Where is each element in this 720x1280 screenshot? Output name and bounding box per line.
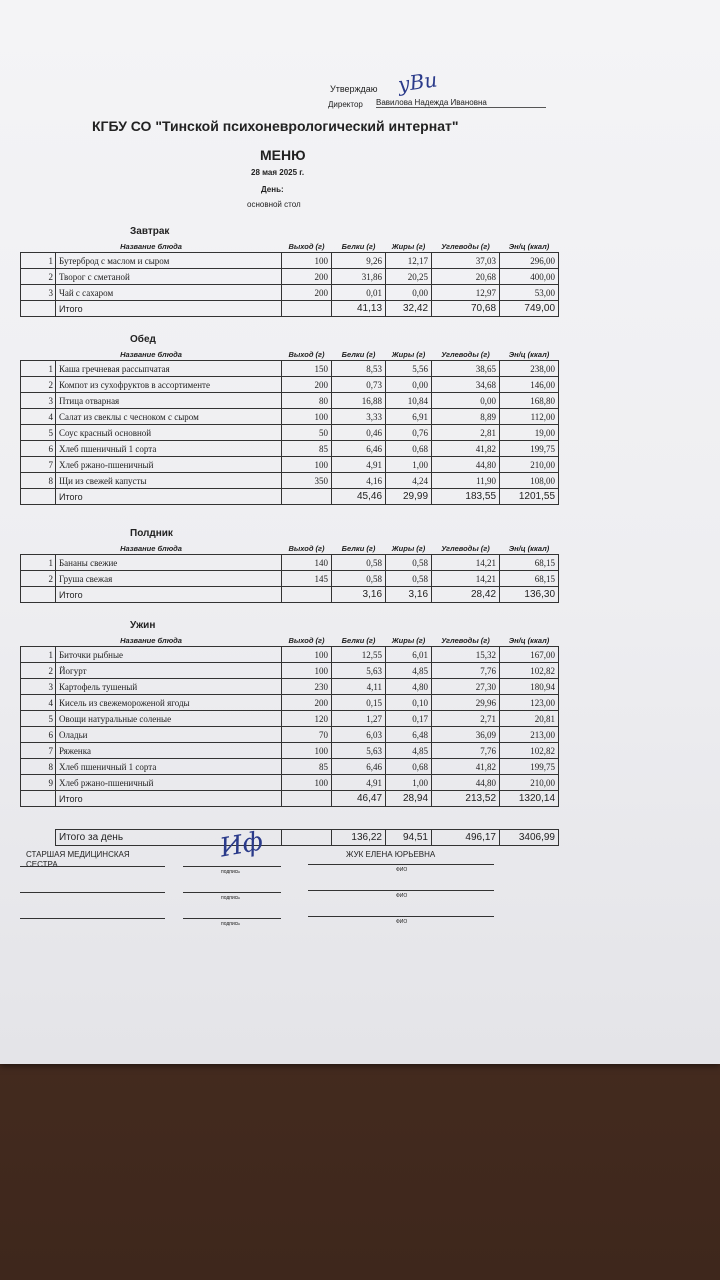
row-number: 3: [21, 679, 56, 695]
total-row: [21, 587, 559, 603]
total-energy: 1320,14: [500, 791, 559, 807]
dish-energy: 238,00: [500, 361, 559, 377]
total-row: [21, 301, 559, 317]
table-row: [21, 711, 559, 727]
dish-output: 85: [282, 759, 332, 775]
grand-total-out: [282, 830, 332, 846]
fio-caption: ФИО: [396, 919, 408, 925]
dish-energy: 180,94: [500, 679, 559, 695]
dish-fat: 4,24: [386, 473, 432, 489]
dish-output: 50: [282, 425, 332, 441]
sign-caption: подпись: [221, 869, 240, 875]
dish-carbs: 8,89: [432, 409, 500, 425]
dish-carbs: 7,76: [432, 663, 500, 679]
dish-carbs: 44,80: [432, 457, 500, 473]
dish-protein: 8,53: [332, 361, 386, 377]
row-number: 2: [21, 269, 56, 285]
menu-table: [20, 240, 559, 317]
row-number: [21, 489, 56, 505]
dish-protein: 1,27: [332, 711, 386, 727]
dish-protein: 9,26: [332, 253, 386, 269]
dish-fat: 12,17: [386, 253, 432, 269]
signature-line: [183, 866, 281, 867]
dish-protein: 12,55: [332, 647, 386, 663]
table-row: [21, 571, 559, 587]
column-header: Жиры (г): [391, 543, 426, 553]
row-number: 8: [21, 473, 56, 489]
dish-output: 120: [282, 711, 332, 727]
dish-output: 200: [282, 269, 332, 285]
dish-carbs: 41,82: [432, 759, 500, 775]
dish-output: 200: [282, 695, 332, 711]
dish-energy: 167,00: [500, 647, 559, 663]
meal-title: Полдник: [130, 528, 173, 539]
dish-energy: 123,00: [500, 695, 559, 711]
grand-total-energy: 3406,99: [500, 830, 559, 846]
total-label: Итого: [56, 301, 282, 317]
column-header: Жиры (г): [391, 241, 426, 251]
total-carbs: 28,42: [432, 587, 500, 603]
total-output: [282, 489, 332, 505]
total-fat: 32,42: [386, 301, 432, 317]
dish-protein: 4,11: [332, 679, 386, 695]
grand-total-label: Итого за день: [56, 830, 282, 846]
row-number: 9: [21, 775, 56, 791]
column-header: Белки (г): [341, 543, 376, 553]
row-number: 1: [21, 361, 56, 377]
dish-protein: 0,58: [332, 555, 386, 571]
table-row: [21, 743, 559, 759]
dish-carbs: 14,21: [432, 555, 500, 571]
total-carbs: 213,52: [432, 791, 500, 807]
column-header: Белки (г): [341, 349, 376, 359]
approve-label: Утверждаю: [330, 84, 378, 94]
signature-line: [20, 918, 165, 919]
dish-output: 350: [282, 473, 332, 489]
row-number: 1: [21, 647, 56, 663]
total-protein: 45,46: [332, 489, 386, 505]
total-fat: 3,16: [386, 587, 432, 603]
signature-line: [183, 918, 281, 919]
dish-fat: 0,68: [386, 441, 432, 457]
dish-fat: 6,91: [386, 409, 432, 425]
table-row: [21, 425, 559, 441]
signature-line: [20, 866, 165, 867]
row-number: 2: [21, 377, 56, 393]
row-number: [21, 791, 56, 807]
dish-fat: 1,00: [386, 775, 432, 791]
dish-output: 145: [282, 571, 332, 587]
dish-name: Хлеб пшеничный 1 сорта: [56, 441, 282, 457]
dish-protein: 4,91: [332, 457, 386, 473]
meal-title: Ужин: [130, 620, 156, 631]
total-label: Итого: [56, 489, 282, 505]
dish-fat: 1,00: [386, 457, 432, 473]
row-number: 5: [21, 711, 56, 727]
dish-output: 100: [282, 253, 332, 269]
dish-energy: 68,15: [500, 571, 559, 587]
dish-output: 100: [282, 775, 332, 791]
dish-fat: 6,48: [386, 727, 432, 743]
dish-output: 100: [282, 647, 332, 663]
nurse-name: ЖУК ЕЛЕНА ЮРЬЕВНА: [346, 850, 436, 859]
dish-output: 200: [282, 285, 332, 301]
dish-carbs: 0,00: [432, 393, 500, 409]
total-fat: 28,94: [386, 791, 432, 807]
dish-carbs: 37,03: [432, 253, 500, 269]
dish-energy: 20,81: [500, 711, 559, 727]
menu-table: [20, 348, 559, 505]
dish-energy: 102,82: [500, 663, 559, 679]
total-row: [21, 791, 559, 807]
dish-name: Йогурт: [56, 663, 282, 679]
grand-total-carbs: 496,17: [432, 830, 500, 846]
table-row: [21, 555, 559, 571]
director-label: Директор: [328, 100, 363, 109]
dish-fat: 20,25: [386, 269, 432, 285]
dish-output: 100: [282, 457, 332, 473]
dish-carbs: 11,90: [432, 473, 500, 489]
total-energy: 1201,55: [500, 489, 559, 505]
table-row: [21, 759, 559, 775]
dish-carbs: 29,96: [432, 695, 500, 711]
dish-carbs: 27,30: [432, 679, 500, 695]
table-row: [21, 361, 559, 377]
column-header: Углеводы (г): [441, 349, 490, 359]
column-header: Название блюда: [120, 543, 182, 553]
dish-name: Компот из сухофруктов в ассортименте: [56, 377, 282, 393]
sign-caption: подпись: [221, 921, 240, 927]
dish-energy: 112,00: [500, 409, 559, 425]
dish-output: 140: [282, 555, 332, 571]
dish-name: Хлеб ржано-пшеничный: [56, 457, 282, 473]
menu-table: [20, 542, 559, 603]
dish-fat: 6,01: [386, 647, 432, 663]
column-header: Эн/ц (ккал): [508, 543, 550, 553]
total-protein: 3,16: [332, 587, 386, 603]
grand-total-protein: 136,22: [332, 830, 386, 846]
dish-name: Биточки рыбные: [56, 647, 282, 663]
signature-line: [308, 864, 494, 865]
dish-protein: 0,73: [332, 377, 386, 393]
nurse-title: СТАРШАЯ МЕДИЦИНСКАЯ СЕСТРА: [26, 850, 130, 869]
row-number: 4: [21, 409, 56, 425]
table-row: [21, 663, 559, 679]
dish-protein: 0,01: [332, 285, 386, 301]
dish-output: 70: [282, 727, 332, 743]
meal-section: [20, 620, 558, 807]
signature-line: [183, 892, 281, 893]
sign-caption: подпись: [221, 895, 240, 901]
dish-output: 85: [282, 441, 332, 457]
table-row: [21, 393, 559, 409]
dish-fat: 4,85: [386, 743, 432, 759]
dish-protein: 5,63: [332, 743, 386, 759]
dish-carbs: 2,71: [432, 711, 500, 727]
total-output: [282, 791, 332, 807]
dish-fat: 0,00: [386, 285, 432, 301]
dish-output: 230: [282, 679, 332, 695]
table-row: [21, 473, 559, 489]
meal-section: [20, 226, 558, 317]
dish-fat: 4,80: [386, 679, 432, 695]
row-number: 6: [21, 441, 56, 457]
row-number: 5: [21, 425, 56, 441]
row-number: 7: [21, 457, 56, 473]
dish-name: Щи из свежей капусты: [56, 473, 282, 489]
table-type: основной стол: [247, 200, 301, 209]
dish-name: Бананы свежие: [56, 555, 282, 571]
total-carbs: 70,68: [432, 301, 500, 317]
dish-energy: 108,00: [500, 473, 559, 489]
meal-title: Завтрак: [130, 226, 170, 237]
total-protein: 41,13: [332, 301, 386, 317]
dish-protein: 31,86: [332, 269, 386, 285]
row-number: 6: [21, 727, 56, 743]
total-output: [282, 587, 332, 603]
column-header: Углеводы (г): [441, 241, 490, 251]
dish-carbs: 34,68: [432, 377, 500, 393]
column-header: Название блюда: [120, 241, 182, 251]
column-header: Выход (г): [288, 543, 325, 553]
dish-energy: 400,00: [500, 269, 559, 285]
table-row: [21, 679, 559, 695]
column-header: Название блюда: [120, 349, 182, 359]
nurse-signature: Иф: [217, 826, 266, 864]
dish-protein: 0,58: [332, 571, 386, 587]
table-row: [21, 253, 559, 269]
dish-fat: 0,68: [386, 759, 432, 775]
menu-title: МЕНЮ: [260, 147, 306, 163]
total-protein: 46,47: [332, 791, 386, 807]
column-header: Выход (г): [288, 241, 325, 251]
dish-name: Ряженка: [56, 743, 282, 759]
dish-protein: 3,33: [332, 409, 386, 425]
dish-energy: 68,15: [500, 555, 559, 571]
column-header: Название блюда: [120, 635, 182, 645]
dish-protein: 0,46: [332, 425, 386, 441]
column-header: Жиры (г): [391, 349, 426, 359]
meal-section: [20, 528, 558, 603]
table-row: [21, 409, 559, 425]
total-energy: 136,30: [500, 587, 559, 603]
signature-line: [20, 892, 165, 893]
dish-energy: 210,00: [500, 775, 559, 791]
dish-protein: 6,03: [332, 727, 386, 743]
table-row: [21, 727, 559, 743]
menu-table: [20, 634, 559, 807]
menu-date: 28 мая 2025 г.: [251, 168, 305, 177]
dish-energy: 199,75: [500, 441, 559, 457]
total-output: [282, 301, 332, 317]
total-label: Итого: [56, 587, 282, 603]
dish-name: Творог с сметаной: [56, 269, 282, 285]
grand-total: [55, 829, 558, 846]
row-number: 1: [21, 253, 56, 269]
column-header: Белки (г): [341, 241, 376, 251]
dish-output: 80: [282, 393, 332, 409]
dish-output: 100: [282, 663, 332, 679]
dish-carbs: 15,32: [432, 647, 500, 663]
column-header: Углеводы (г): [441, 635, 490, 645]
dish-carbs: 14,21: [432, 571, 500, 587]
dish-fat: 10,84: [386, 393, 432, 409]
dish-carbs: 20,68: [432, 269, 500, 285]
row-number: 1: [21, 555, 56, 571]
dish-name: Картофель тушеный: [56, 679, 282, 695]
table-row: [21, 647, 559, 663]
dish-name: Овощи натуральные соленые: [56, 711, 282, 727]
total-carbs: 183,55: [432, 489, 500, 505]
dish-energy: 53,00: [500, 285, 559, 301]
dish-fat: 0,58: [386, 571, 432, 587]
dish-fat: 5,56: [386, 361, 432, 377]
meal-title: Обед: [130, 334, 156, 345]
fio-caption: ФИО: [396, 893, 408, 899]
meal-section: [20, 334, 558, 505]
column-header: Выход (г): [288, 349, 325, 359]
dish-name: Салат из свеклы с чесноком с сыром: [56, 409, 282, 425]
dish-fat: 4,85: [386, 663, 432, 679]
grand-total-fat: 94,51: [386, 830, 432, 846]
dish-carbs: 36,09: [432, 727, 500, 743]
signature-line: [308, 890, 494, 891]
dish-carbs: 2,81: [432, 425, 500, 441]
row-number: [21, 587, 56, 603]
dish-name: Птица отварная: [56, 393, 282, 409]
dish-protein: 0,15: [332, 695, 386, 711]
dish-energy: 146,00: [500, 377, 559, 393]
director-signature: уВи: [396, 67, 439, 97]
table-row: [21, 441, 559, 457]
dish-energy: 199,75: [500, 759, 559, 775]
table-row: [21, 269, 559, 285]
dish-energy: 210,00: [500, 457, 559, 473]
dish-fat: 0,17: [386, 711, 432, 727]
dish-energy: 213,00: [500, 727, 559, 743]
dish-name: Хлеб ржано-пшеничный: [56, 775, 282, 791]
dish-name: Груша свежая: [56, 571, 282, 587]
row-number: 2: [21, 571, 56, 587]
dish-name: Каша гречневая рассыпчатая: [56, 361, 282, 377]
dish-fat: 0,58: [386, 555, 432, 571]
director-name: Вавилова Надежда Ивановна: [376, 98, 546, 108]
dish-fat: 0,76: [386, 425, 432, 441]
total-row: [21, 489, 559, 505]
dish-energy: 102,82: [500, 743, 559, 759]
fio-caption: ФИО: [396, 867, 408, 873]
dish-carbs: 12,97: [432, 285, 500, 301]
dish-energy: 296,00: [500, 253, 559, 269]
row-number: 2: [21, 663, 56, 679]
dish-name: Бутерброд с маслом и сыром: [56, 253, 282, 269]
row-number: [21, 301, 56, 317]
dish-carbs: 7,76: [432, 743, 500, 759]
total-fat: 29,99: [386, 489, 432, 505]
dish-energy: 168,80: [500, 393, 559, 409]
dish-output: 100: [282, 743, 332, 759]
dish-output: 200: [282, 377, 332, 393]
dish-name: Оладьи: [56, 727, 282, 743]
total-energy: 749,00: [500, 301, 559, 317]
row-number: 4: [21, 695, 56, 711]
dish-carbs: 38,65: [432, 361, 500, 377]
column-header: Эн/ц (ккал): [508, 349, 550, 359]
row-number: 3: [21, 285, 56, 301]
dish-protein: 16,88: [332, 393, 386, 409]
column-header: Эн/ц (ккал): [508, 241, 550, 251]
dish-name: Чай с сахаром: [56, 285, 282, 301]
table-row: [21, 285, 559, 301]
column-header: Белки (г): [341, 635, 376, 645]
dish-energy: 19,00: [500, 425, 559, 441]
dish-protein: 4,16: [332, 473, 386, 489]
dish-name: Кисель из свежемороженой ягоды: [56, 695, 282, 711]
dish-name: Хлеб пшеничный 1 сорта: [56, 759, 282, 775]
row-number: 3: [21, 393, 56, 409]
column-header: Выход (г): [288, 635, 325, 645]
dish-protein: 5,63: [332, 663, 386, 679]
table-row: [21, 775, 559, 791]
total-label: Итого: [56, 791, 282, 807]
table-row: [21, 695, 559, 711]
column-header: Углеводы (г): [441, 543, 490, 553]
dish-carbs: 41,82: [432, 441, 500, 457]
dish-output: 100: [282, 409, 332, 425]
dish-protein: 6,46: [332, 759, 386, 775]
dish-protein: 4,91: [332, 775, 386, 791]
table-row: [21, 457, 559, 473]
organization-title: КГБУ СО "Тинской психоневрологический интернат": [92, 118, 459, 134]
dish-fat: 0,00: [386, 377, 432, 393]
signature-line: [308, 916, 494, 917]
row-number: 7: [21, 743, 56, 759]
row-number: 8: [21, 759, 56, 775]
dish-carbs: 44,80: [432, 775, 500, 791]
dish-output: 150: [282, 361, 332, 377]
column-header: Эн/ц (ккал): [508, 635, 550, 645]
day-label: День:: [261, 185, 284, 194]
table-row: [21, 377, 559, 393]
dish-name: Соус красный основной: [56, 425, 282, 441]
column-header: Жиры (г): [391, 635, 426, 645]
dish-protein: 6,46: [332, 441, 386, 457]
dish-fat: 0,10: [386, 695, 432, 711]
